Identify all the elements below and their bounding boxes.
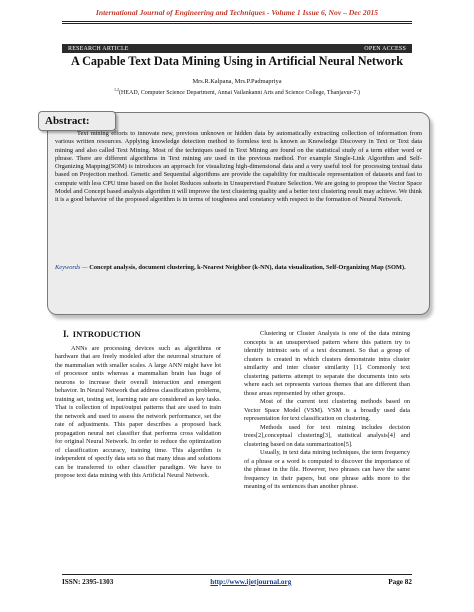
paper-authors: Mrs.R.Kalpana, Mrs.P.Padmapriya [192, 78, 282, 85]
intro-paragraph-1: ANNs are processing devices such as algorithms or hardware that are freely modeled after the neuronal structure of the mammalian with smaller scales. A large ANN might have lot of processor units whereas a mammalian brain has huge of neurons to increase their overall interaction and emergent behavior. In Neural Network that address classification problems, training set, testing set, learning rate are considered as key tasks. That is collection of input/output patterns that are used to train the network and used to assess the network performance, set the rate of adjustments. This paper describes a proposed back propagation neural net classifier that performs cross validation for original Neural Network. In order to reduce the optimization of classification accuracy, training time. This algorithm is independent of specify data sets so that many ideas and solutions can be transferred to other classifier paradigm. We have to propose text data mining with this Artificial Neural Network. [55, 344, 221, 479]
affiliation-sup: 1,2 [114, 87, 120, 92]
section-number: I. [63, 329, 69, 339]
right-paragraph-3: Methods used for text mining includes decision trees[2],conceptual clustering[3], statistical analysis[4] and clustering based on data summarization[5]. [244, 423, 410, 448]
footer-rule [62, 574, 412, 575]
header-rule-1 [62, 21, 412, 22]
paper-affiliation [40, 87, 434, 96]
right-paragraph-2: Most of the current text clustering methods based on Vector Space Model (VSM). VSM is a broadly used data representation for text classification on clustering. [244, 398, 410, 422]
page-footer [62, 578, 412, 586]
header-rule-2 [62, 23, 412, 24]
access-label: OPEN ACCESS [364, 45, 406, 52]
section-title: INTRODUCTION [72, 329, 141, 339]
keywords [55, 264, 422, 272]
keywords-label: Keywords — [55, 264, 88, 271]
right-paragraph-1: Clustering or Cluster Analysis is one of the data mining concepts is an unsupervised pattern where this pattern try to identify intrinsic sets of a text document. So that a group of clusters is created in which clusters demonstrate intra cluster similarity and inter cluster similarity [1]. Commonly text clustering patterns attempt to separate the documents into sets where each set represents various themes that are different than those areas represented by other groups. [244, 330, 410, 397]
issn: ISSN: 2395-1303 [62, 578, 114, 586]
section-heading [63, 330, 221, 339]
paper-title: A Capable Text Data Mining Using in Artificial Neural Network [70, 54, 404, 68]
article-type: RESEARCH ARTICLE [68, 45, 129, 52]
journal-header: International Journal of Engineering and Techniques - Volume 1 Issue 6, Nov – Dec 2015 [95, 8, 379, 17]
keywords-list: Concept analysis, document clustering, k-Nearest Neighbor (k-NN), data visualization, Self-Organizing Map (SOM). [89, 264, 406, 271]
right-column [244, 330, 410, 492]
page-number: Page 82 [388, 578, 412, 586]
affiliation-text: (HEAD, Computer Science Department, Annai Vailankanni Arts and Science College, Thanjavur-7.) [119, 90, 360, 96]
left-column [55, 330, 221, 481]
article-bar [62, 44, 412, 53]
right-paragraph-4: Usually, in text data mining techniques, the term frequency of a phrase or a word is computed to discover the importance of the phrase in the file. However, two phrases can have the same frequency in their papers, but one phrase adds more to the meaning of its sentences than another phrase. [244, 449, 410, 490]
journal-link[interactable]: http://www.ijetjournal.org [210, 578, 292, 586]
abstract-label: Abstract: [38, 111, 116, 131]
abstract-text: Text mining efforts to innovate new, previous unknown or hidden data by automatically extracting collection of information from various written resources. Applying knowledge detection method to formless text is known as Knowledge Discovery in Text or Text data mining and also called Text Mining. Most of the techniques used in Text Mining are found on the statistical study of a term either word or phrase. There are different algorithms in Text mining are used in the previous method. For example Single-Link Algorithm and Self-Organizing Mapping(SOM) is introduces an approach for visualizing high-dimensional data and a very useful tool for processing textual data based on Projection method. Genetic and Sequential algorithms are provide the capability for multiscale representation of datasets and fast to compute with less CPU time based on the Isolet Reduces subsets in Unsupervised Feature Selection. We are going to propose the Vector Space Model and Concept based analysis algorithm it will improve the text clustering quality and a better text clustering result may achieve. We think it is a good behavior of the proposed algorithm is in terms of toughness and constancy with respect to the formation of Neural Network. [55, 130, 422, 204]
